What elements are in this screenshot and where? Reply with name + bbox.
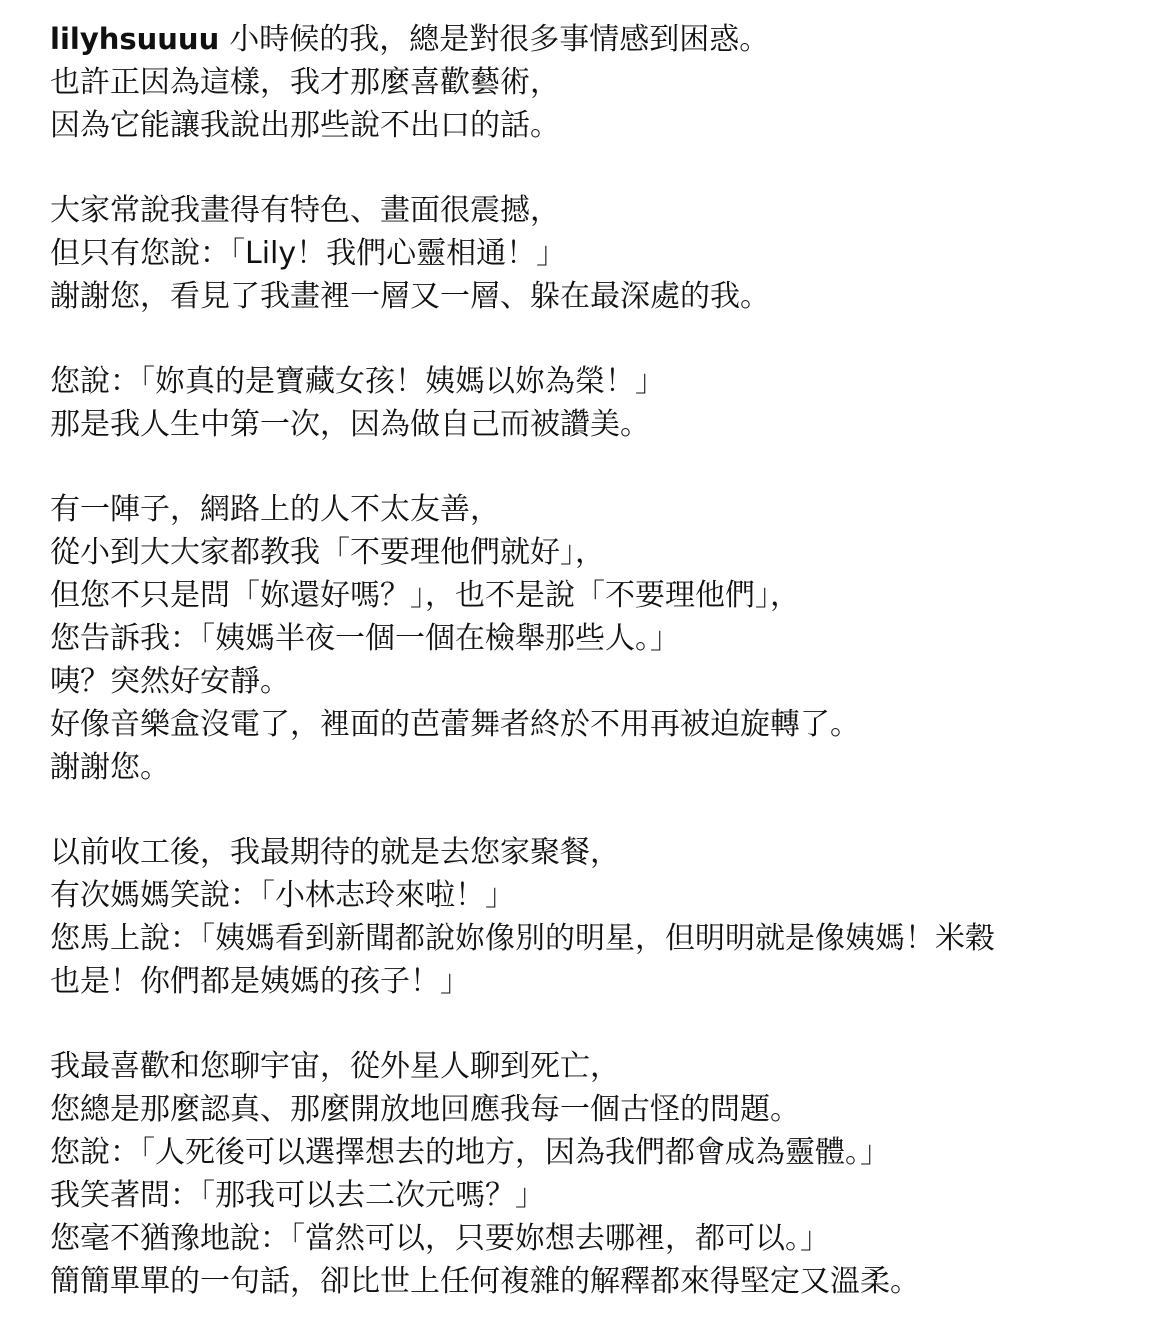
caption-line: 大家常說我畫得有特色、畫面很震撼， (50, 193, 560, 228)
post-caption (50, 18, 1150, 1303)
caption-line: 那是我人生中第一次，因為做自己而被讚美。 (50, 407, 650, 442)
caption-line: 從小到大大家都教我「不要理他們就好」， (50, 535, 605, 570)
caption-line (50, 18, 1150, 61)
caption-line: 您告訴我：「姨媽半夜一個一個在檢舉那些人。」 (50, 621, 680, 656)
caption-line: 但只有您說：「Lily！我們心靈相通！」 (50, 236, 567, 271)
paragraph-6 (50, 1045, 1150, 1303)
caption-line: 有一陣子，網路上的人不太友善， (50, 492, 500, 527)
username-link[interactable]: lilyhsuuuu (50, 22, 220, 56)
caption-line: 但您不只是問「妳還好嗎？」，也不是說「不要理他們」， (50, 578, 800, 613)
caption-text: 小時候的我，總是對很多事情感到困惑。 (229, 22, 770, 57)
caption-line: 您毫不猶豫地說：「當然可以，只要妳想去哪裡，都可以。」 (50, 1221, 830, 1256)
paragraph-4 (50, 488, 1150, 789)
caption-line: 您馬上說：「姨媽看到新聞都說妳像別的明星，但明明就是像姨媽！米穀 (50, 921, 995, 956)
caption-line: 好像音樂盒沒電了，裡面的芭蕾舞者終於不用再被迫旋轉了。 (50, 707, 860, 742)
caption-line: 謝謝您。 (50, 750, 170, 785)
caption-line: 您說：「妳真的是寶藏女孩！姨媽以妳為榮！」 (50, 364, 665, 399)
caption-line: 您說：「人死後可以選擇想去的地方，因為我們都會成為靈體。」 (50, 1135, 890, 1170)
caption-line: 簡簡單單的一句話，卻比世上任何複雜的解釋都來得堅定又溫柔。 (50, 1264, 920, 1299)
paragraph-1 (50, 18, 1150, 147)
caption-line: 咦？突然好安靜。 (50, 664, 290, 699)
caption-line: 因為它能讓我說出那些說不出口的話。 (50, 108, 560, 143)
caption-line: 也是！你們都是姨媽的孩子！」 (50, 964, 470, 999)
paragraph-5 (50, 831, 1150, 1003)
caption-line: 我最喜歡和您聊宇宙，從外星人聊到死亡， (50, 1049, 620, 1084)
paragraph-3 (50, 360, 1150, 446)
caption-line: 也許正因為這樣，我才那麼喜歡藝術， (50, 65, 560, 100)
caption-line: 謝謝您，看見了我畫裡一層又一層、躲在最深處的我。 (50, 279, 770, 314)
paragraph-2 (50, 189, 1150, 318)
caption-line: 我笑著問：「那我可以去二次元嗎？」 (50, 1178, 545, 1213)
caption-line: 以前收工後，我最期待的就是去您家聚餐， (50, 835, 620, 870)
caption-line: 有次媽媽笑說：「小林志玲來啦！」 (50, 878, 515, 913)
caption-line: 您總是那麼認真、那麼開放地回應我每一個古怪的問題。 (50, 1092, 800, 1127)
